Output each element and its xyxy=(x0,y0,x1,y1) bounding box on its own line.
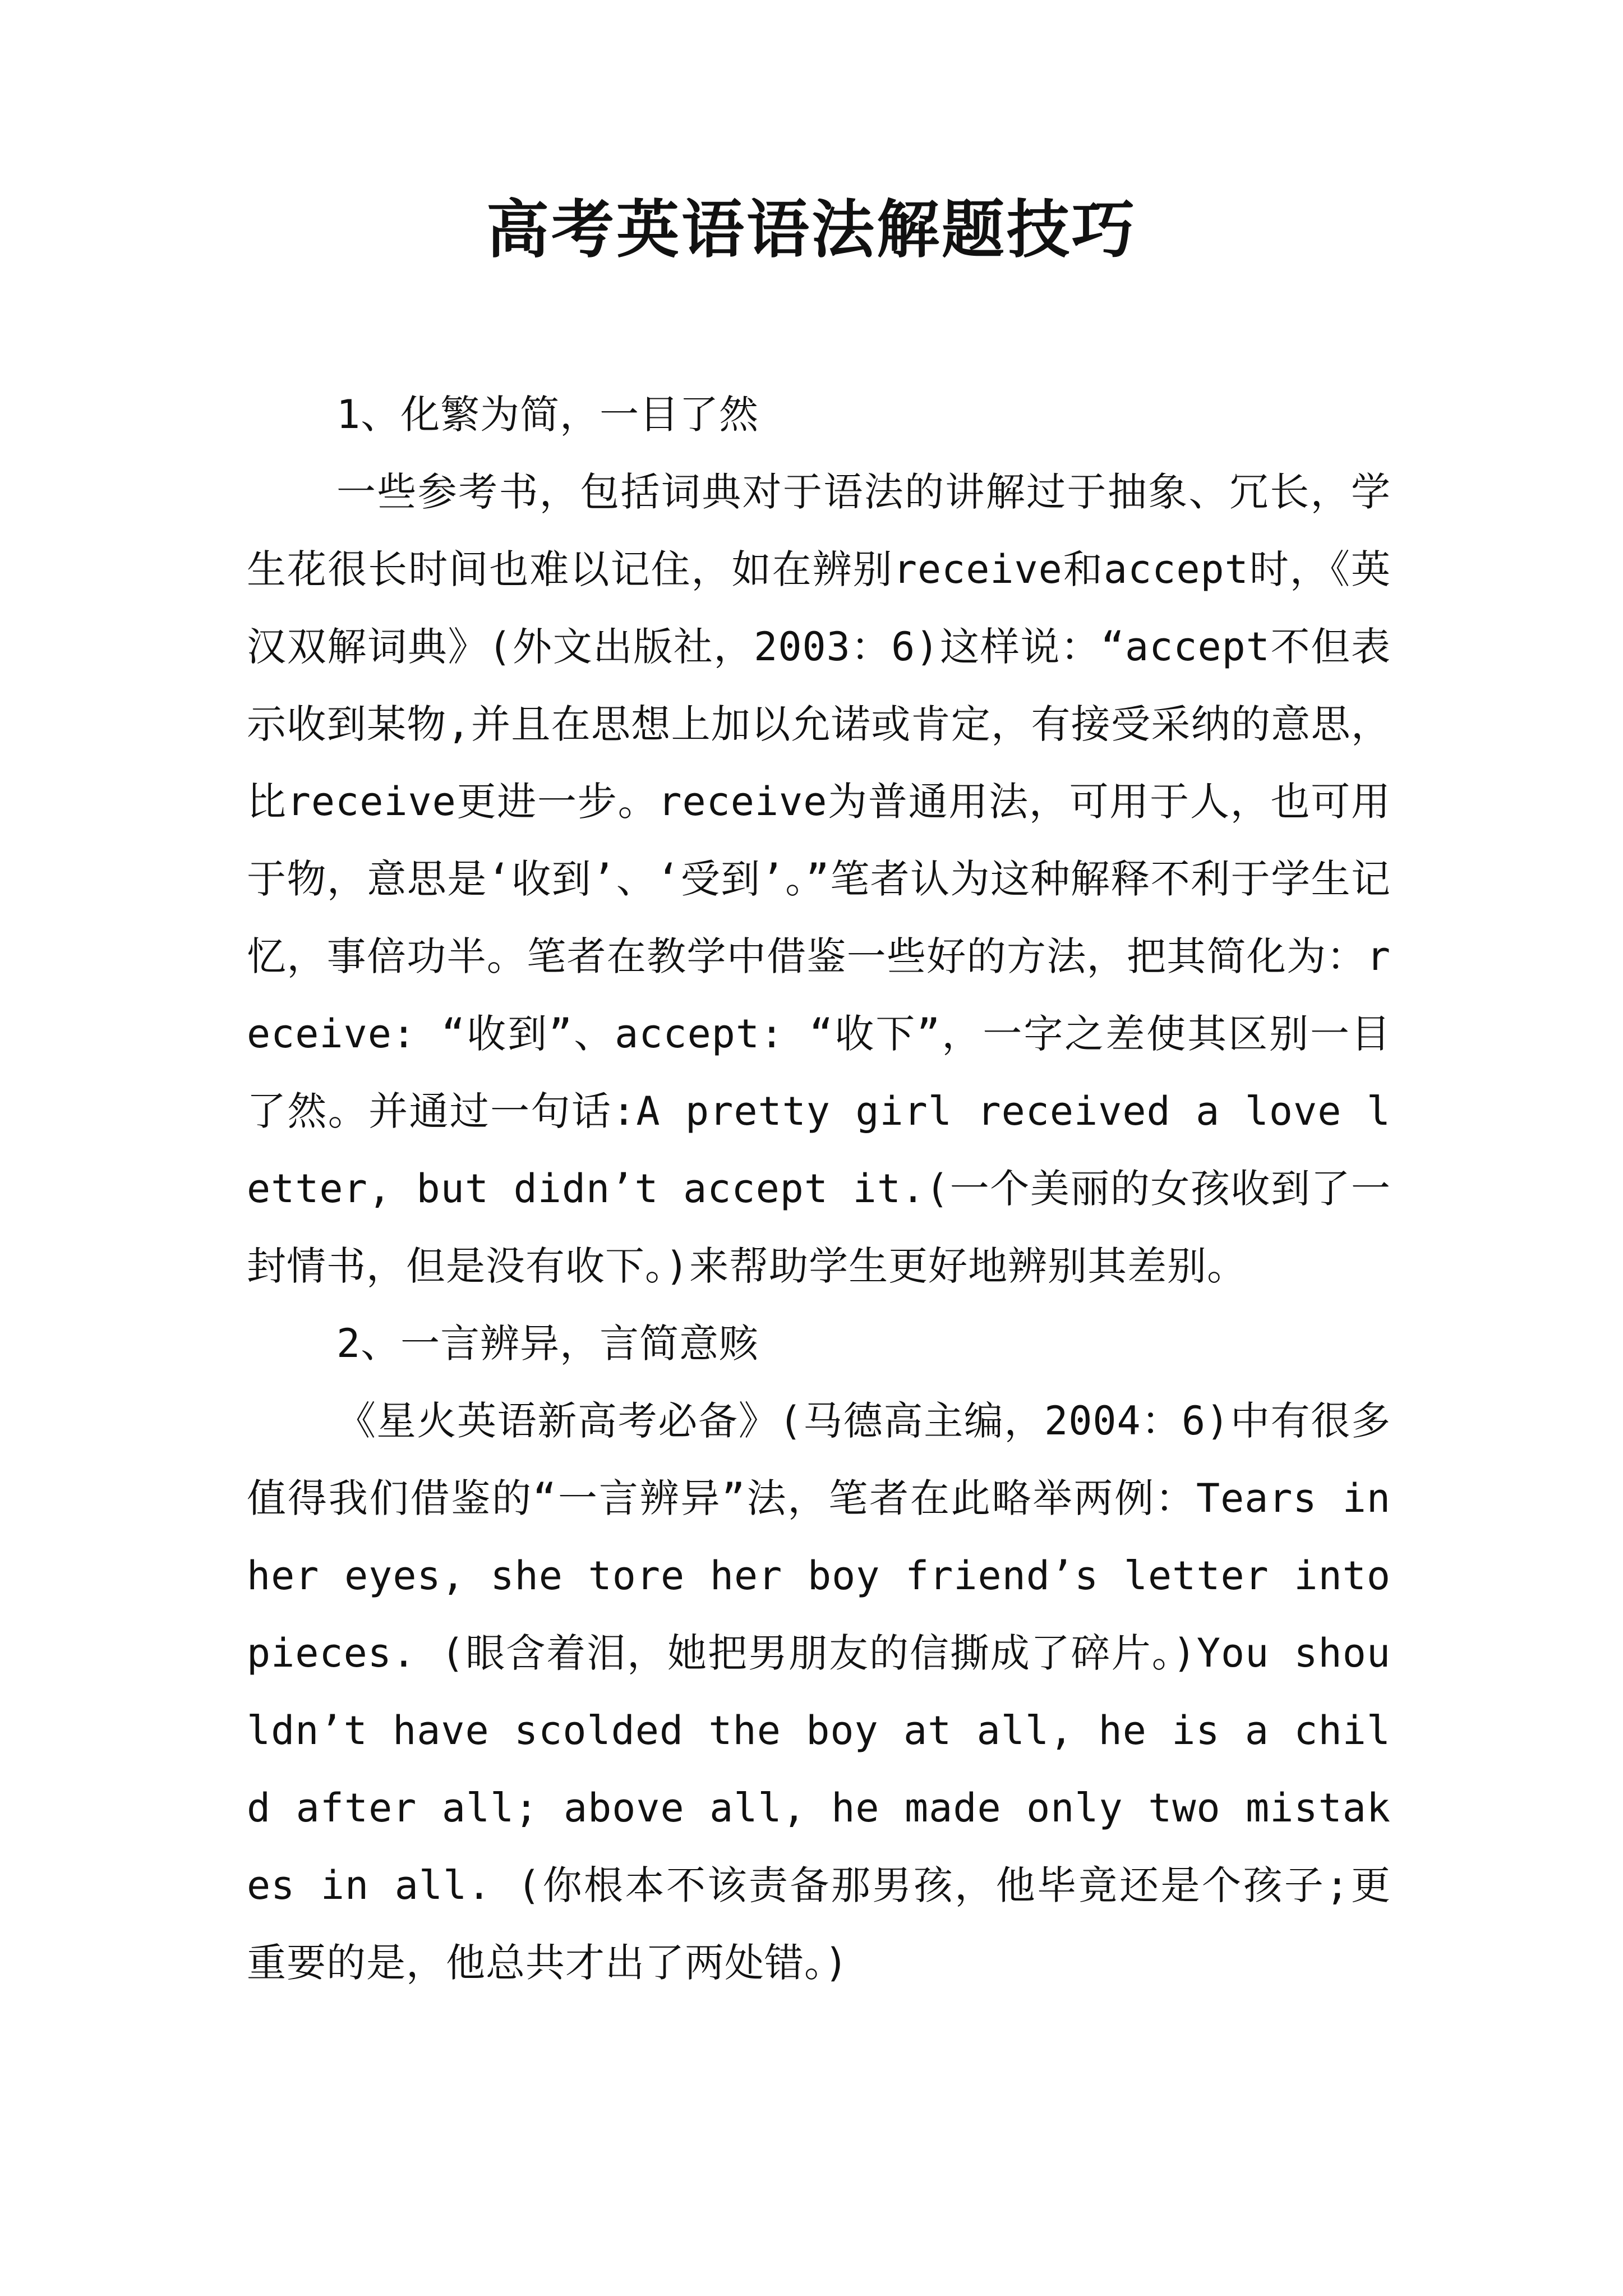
section-paragraph-2: 《星火英语新高考必备》(马德高主编，2004：6)中有很多值得我们借鉴的“一言辨异”法，笔者在此略举两例：Tears in her eyes, she tore her boy friend’s letter into pieces. (眼含着泪，她把男朋友的信撕成了碎片。)You shouldn’t have scolded the boy at all, he is a child after all; above all, he made only two mistakes in all. (你根本不该责备那男孩，他毕竟还是个孩子;更重要的是，他总共才出了两处错。) xyxy=(247,1398,1391,1986)
section-heading-2: 2、一言辨异，言简意赅 xyxy=(336,1320,759,1366)
section-paragraph-1: 一些参考书，包括词典对于语法的讲解过于抽象、冗长，学生花很长时间也难以记住，如在辨别receive和accept时，《英汉双解词典》(外文出版社，2003：6)这样说：“accept不但表示收到某物,并且在思想上加以允诺或肯定，有接受采纳的意思，比receive更进一步。receive为普通用法，可用于人，也可用于物，意思是‘收到’、‘受到’。”笔者认为这种解释不利于学生记忆，事倍功半。笔者在教学中借鉴一些好的方法，把其简化为：receive: “收到”、accept: “收下”，一字之差使其区别一目了然。并通过一句话:A pretty girl received a love letter, but didn’t accept it.(一个美丽的女孩收到了一封情书，但是没有收下。)来帮助学生更好地辨别其差别。 xyxy=(247,469,1391,1289)
document-body xyxy=(247,376,1391,2001)
section-heading-1: 1、化繁为简，一目了然 xyxy=(336,392,759,438)
document-title: 高考英语语法解题技巧 xyxy=(486,193,1137,266)
